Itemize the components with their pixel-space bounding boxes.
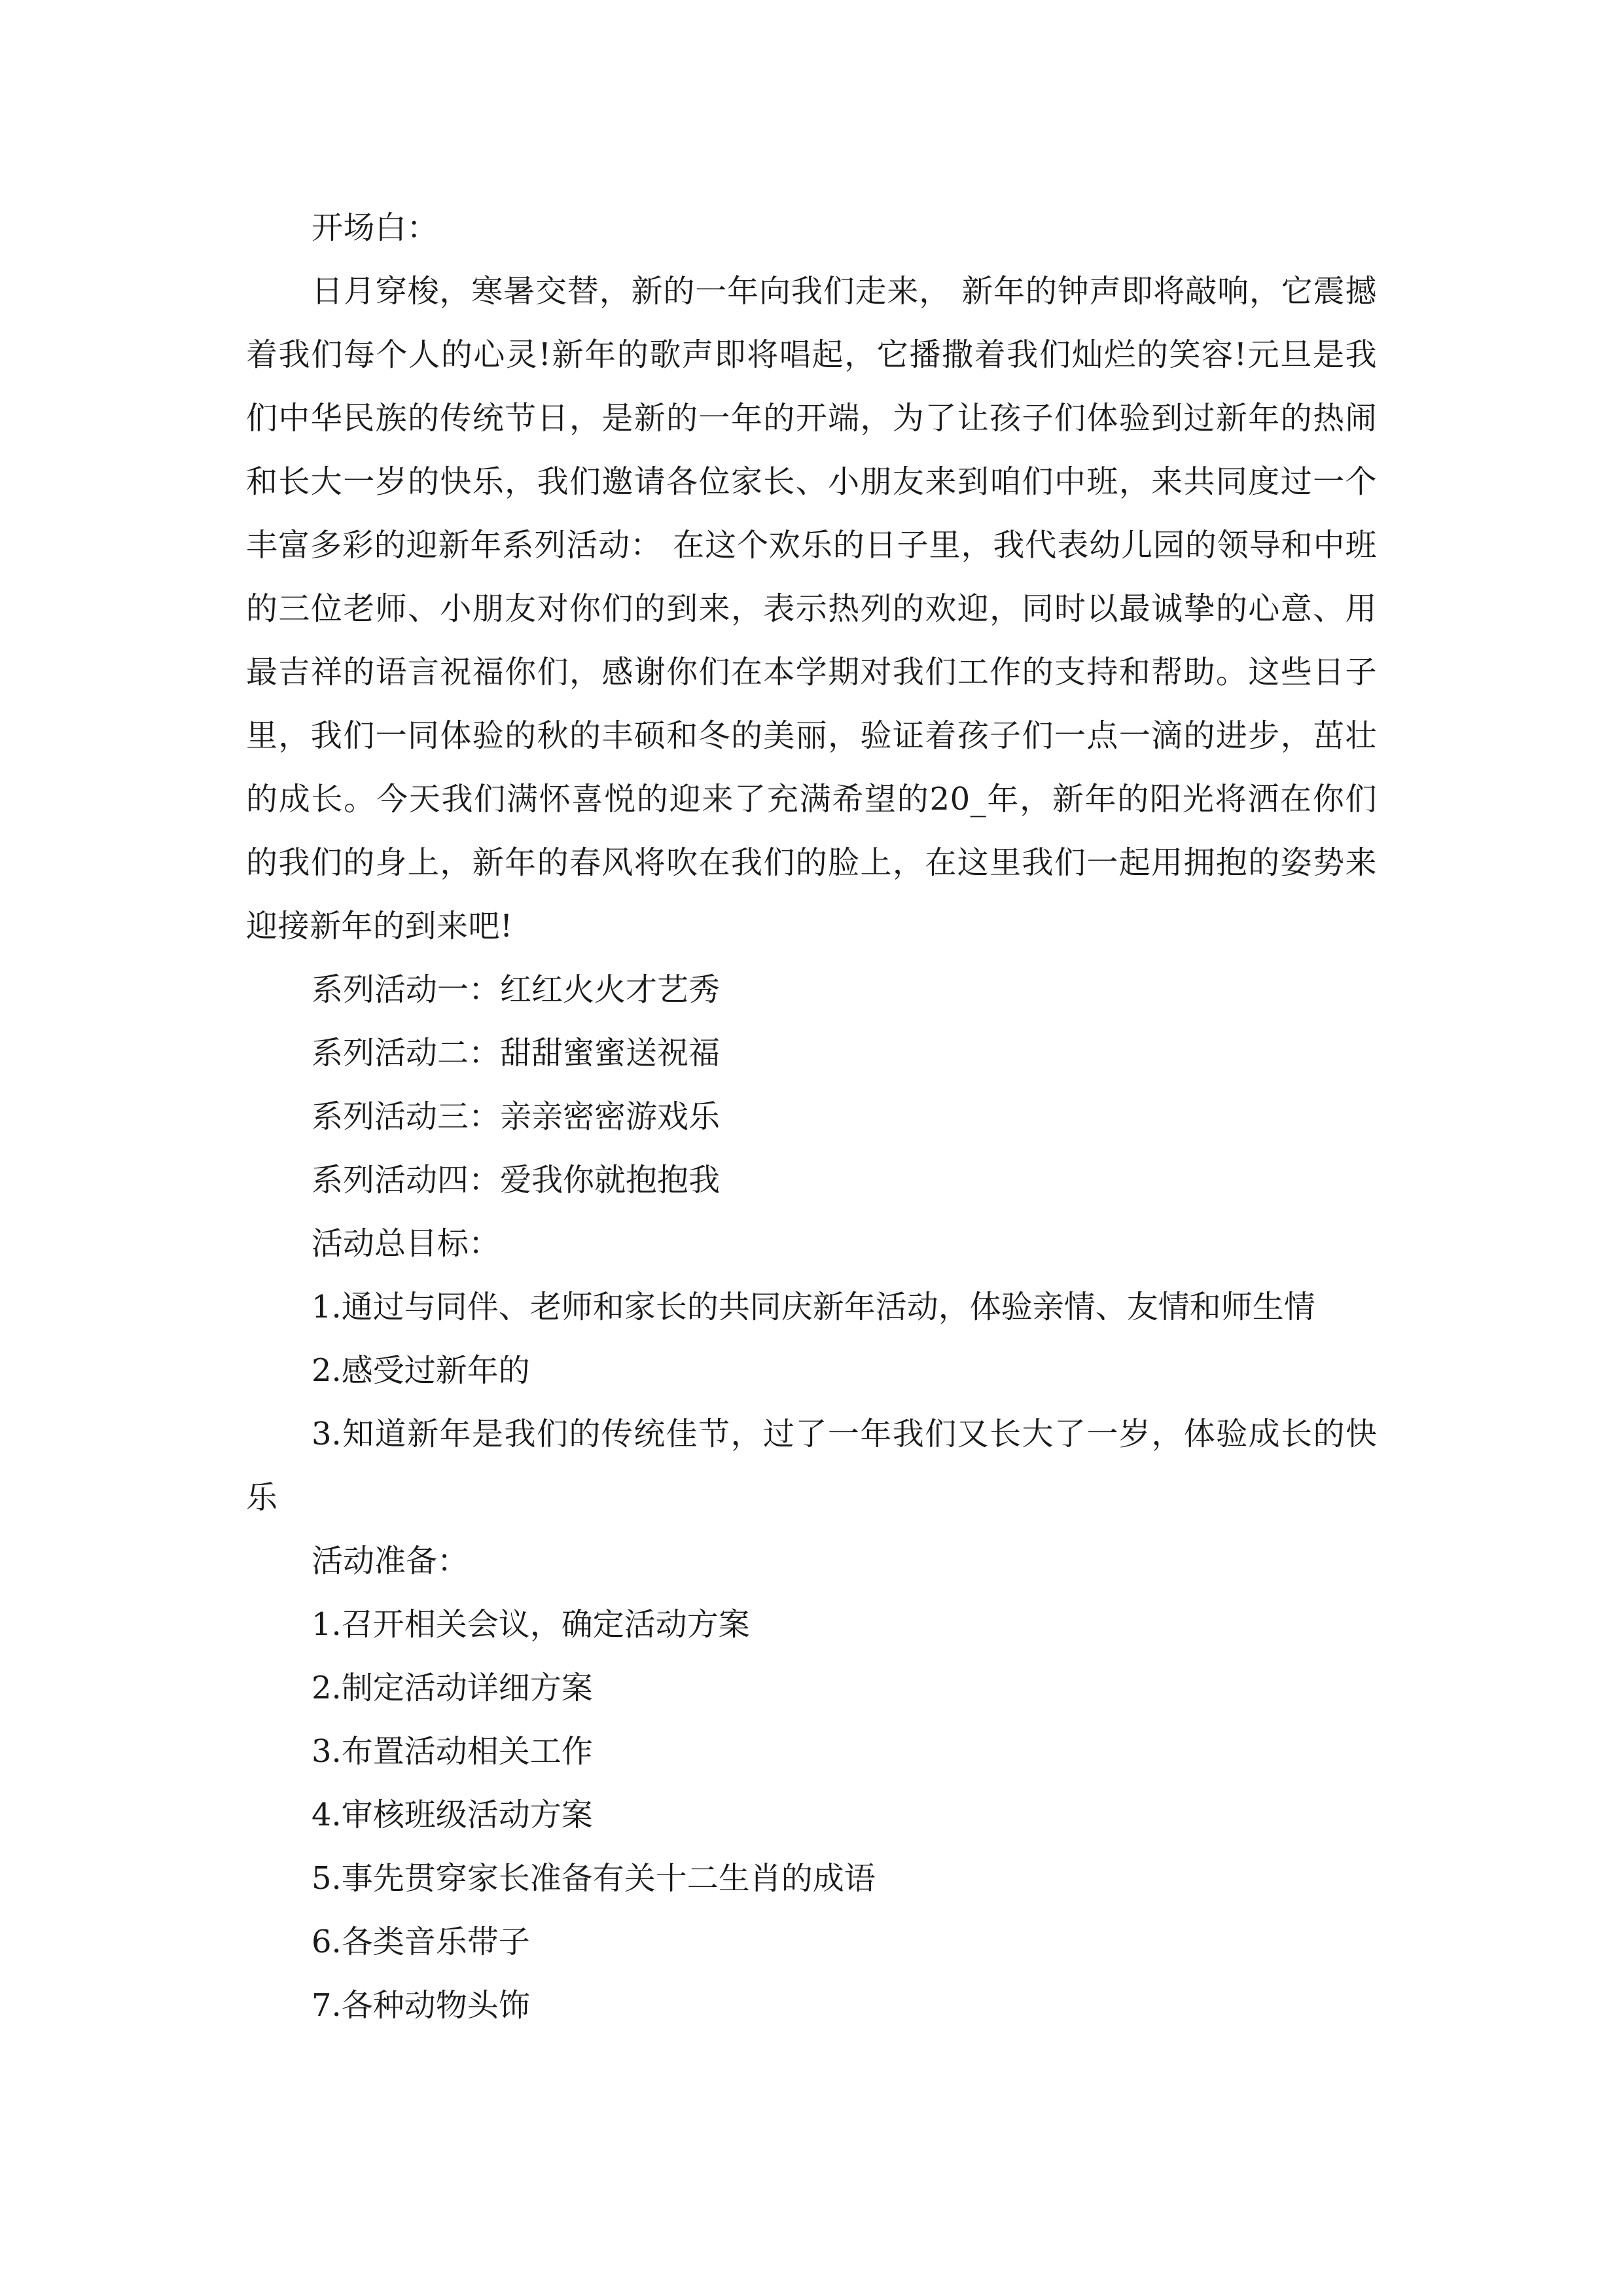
- prep-item-3: 3.布置活动相关工作: [312, 1733, 593, 1770]
- series-activity-1: 系列活动一：红红火火才艺秀: [312, 971, 721, 1008]
- series-activity-2: 系列活动二：甜甜蜜蜜送祝福: [312, 1035, 721, 1071]
- goal-item-3: 3.知道新年是我们的传统佳节，过了一年我们又长大了一岁，体验成长的快乐: [246, 1416, 1377, 1516]
- goals-heading: 活动总目标：: [312, 1225, 501, 1262]
- prep-item-7: 7.各种动物头饰: [312, 1987, 530, 2024]
- prep-item-4: 4.审核班级活动方案: [312, 1797, 593, 1833]
- opening-paragraph: 日月穿梭，寒暑交替，新的一年向我们走来， 新年的钟声即将敲响，它震撼着我们每个人的心灵!新年的歌声即将唱起，它播撒着我们灿烂的笑容!元旦是我们中华民族的传统节日，是新的一年的开端，为了让孩子们体验到过新年的热闹和长大一岁的快乐，我们邀请各位家长、小朋友来到咱们中班，来共同度过一个丰富多彩的迎新年系列活动： 在这个欢乐的日子里，我代表幼儿园的领导和中班的三位老师、小朋友对你们的到来，表示热列的欢迎，同时以最诚挚的心意、用最吉祥的语言祝福你们，感谢你们在本学期对我们工作的支持和帮助。这些日子里，我们一同体验的秋的丰硕和冬的美丽，验证着孩子们一点一滴的进步，茁壮的成长。今天我们满怀喜悦的迎来了充满希望的20_年，新年的阳光将洒在你们的我们的身上，新年的春风将吹在我们的脸上，在这里我们一起用拥抱的姿势来迎接新年的到来吧!: [246, 273, 1377, 944]
- goal-item-2: 2.感受过新年的: [312, 1352, 530, 1389]
- goal-item-1: 1.通过与同伴、老师和家长的共同庆新年活动，体验亲情、友情和师生情: [312, 1289, 1315, 1325]
- document-body: [246, 196, 1377, 2037]
- prep-item-2: 2.制定活动详细方案: [312, 1670, 593, 1706]
- prep-item-5: 5.事先贯穿家长准备有关十二生肖的成语: [312, 1860, 876, 1897]
- prep-item-6: 6.各类音乐带子: [312, 1924, 530, 1960]
- series-activity-3: 系列活动三：亲亲密密游戏乐: [312, 1098, 721, 1135]
- series-activity-4: 系列活动四：爱我你就抱抱我: [312, 1162, 721, 1198]
- prep-item-1: 1.召开相关会议，确定活动方案: [312, 1606, 750, 1643]
- opening-heading: 开场白：: [312, 209, 439, 246]
- prep-heading: 活动准备：: [312, 1543, 469, 1579]
